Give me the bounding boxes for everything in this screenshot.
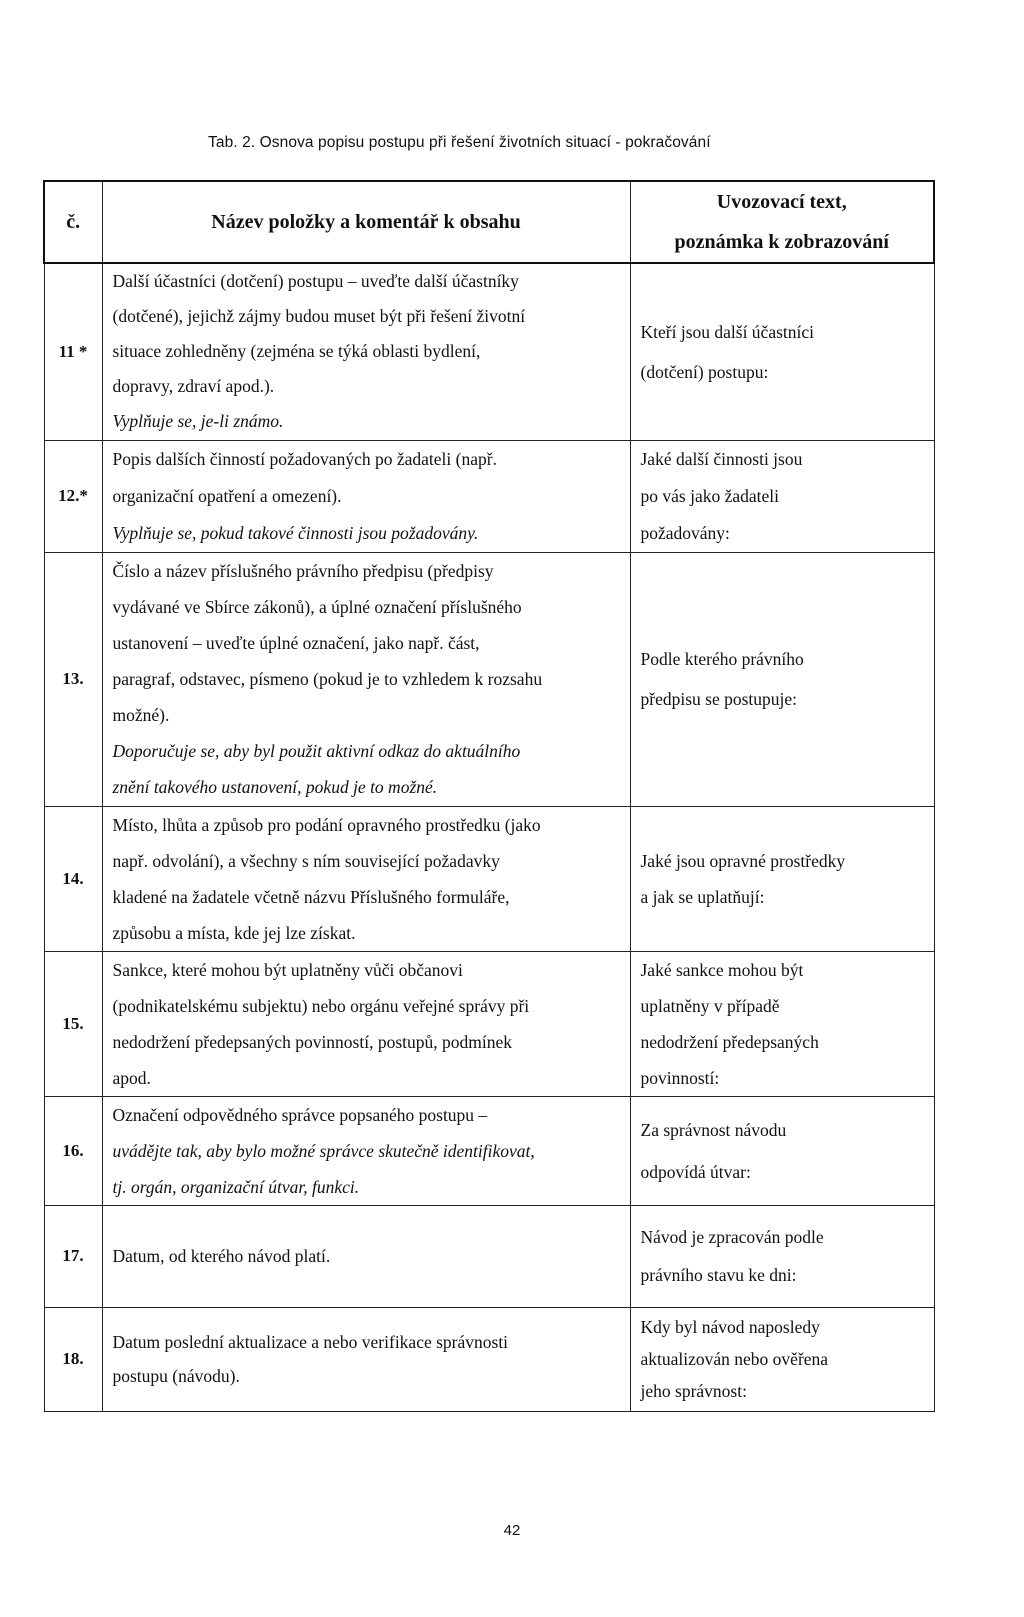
content-line: ustanovení – uveďte úplné označení, jako např. část, [112,633,480,653]
intro-line: povinností: [640,1067,720,1088]
row-number: 14. [44,806,102,951]
intro-line: (dotčení) postupu: [640,361,769,382]
content-line: (dotčené), jejichž zájmy budou muset být při řešení životní [112,306,526,327]
row-content [102,1307,630,1411]
procedure-outline-table [43,180,935,1412]
table-row [44,552,934,806]
content-line: postupu (návodu). [112,1366,240,1386]
table-row [44,263,934,440]
content-note-line: uvádějte tak, aby bylo možné správce skutečně identifikovat, [112,1140,535,1161]
intro-line: požadovány: [640,522,730,543]
row-number: 12.* [44,440,102,552]
table-body [44,263,934,1411]
content-line: možné). [112,705,170,725]
intro-line: předpisu se postupuje: [640,689,798,709]
content-line: apod. [112,1067,151,1088]
intro-line: po vás jako žadateli [640,485,779,506]
row-content [102,1096,630,1205]
table-row [44,951,934,1096]
intro-line: aktualizován nebo ověřena [640,1349,829,1369]
intro-line: Jaké další činnosti jsou [640,448,803,469]
intro-line: nedodržení předepsaných [640,1031,819,1052]
row-content [102,1205,630,1307]
content-line: vydávané ve Sbírce zákonů), a úplné označení příslušného [112,597,522,617]
row-intro-text [630,263,934,440]
content-note-line: Vyplňuje se, je-li známo. [112,411,284,432]
table-row [44,806,934,951]
content-line: Další účastníci (dotčení) postupu – uveďte další účastníky [112,271,519,292]
content-line: nedodržení předepsaných povinností, postupů, podmínek [112,1031,513,1052]
header-number: č. [44,181,102,263]
intro-line: Jaké jsou opravné prostředky [640,850,846,871]
intro-line: Podle kterého právního [640,649,804,669]
intro-line: odpovídá útvar: [640,1161,751,1182]
row-intro-text [630,951,934,1096]
row-content [102,263,630,440]
content-line: Sankce, které mohou být uplatněny vůči občanovi [112,959,463,980]
row-intro-text [630,1096,934,1205]
intro-line: jeho správnost: [640,1381,747,1401]
row-intro-text [630,806,934,951]
table-row [44,1307,934,1411]
row-intro-text [630,1205,934,1307]
content-line: způsobu a místa, kde jej lze získat. [112,922,356,943]
content-line: Popis dalších činností požadovaných po žadateli (např. [112,448,497,469]
content-line: Místo, lhůta a způsob pro podání opravného prostředku (jako [112,814,541,835]
intro-line: právního stavu ke dni: [640,1265,797,1285]
content-line: (podnikatelskému subjektu) nebo orgánu veřejné správy při [112,995,530,1016]
row-intro-text [630,1307,934,1411]
row-number: 15. [44,951,102,1096]
content-note-line: tj. orgán, organizační útvar, funkci. [112,1176,360,1197]
intro-line: Návod je zpracován podle [640,1227,824,1247]
content-line: organizační opatření a omezení). [112,485,342,506]
row-number: 11 * [44,263,102,440]
intro-line: uplatněny v případě [640,995,780,1016]
page-number: 42 [503,1522,521,1539]
content-line: kladené na žadatele včetně názvu Příslušného formuláře, [112,886,510,907]
intro-line: a jak se uplatňují: [640,886,765,907]
content-note-line: Doporučuje se, aby byl použit aktivní odkaz do aktuálního [112,741,521,761]
row-content [102,951,630,1096]
row-content [102,806,630,951]
content-note-line: znění takového ustanovení, pokud je to možné. [112,777,438,797]
row-content [102,440,630,552]
content-line: např. odvolání), a všechny s ním související požadavky [112,850,500,871]
intro-line: Kdy byl návod naposledy [640,1317,820,1337]
table-caption: Tab. 2. Osnova popisu postupu při řešení životních situací - pokračování [208,134,711,151]
content-line: paragraf, odstavec, písmeno (pokud je to vzhledem k rozsahu [112,669,543,689]
table-row [44,1096,934,1205]
content-line: Označení odpovědného správce popsaného postupu – [112,1104,488,1125]
row-number: 17. [44,1205,102,1307]
row-intro-text [630,440,934,552]
table-row [44,1205,934,1307]
content-line: dopravy, zdraví apod.). [112,376,275,397]
intro-line: Jaké sankce mohou být [640,959,804,980]
table-row [44,440,934,552]
intro-line: Za správnost návodu [640,1119,787,1140]
table-header-row [44,181,934,263]
content-line: Číslo a název příslušného právního předpisu (předpisy [112,561,494,581]
content-line: situace zohledněny (zejména se týká oblasti bydlení, [112,341,481,362]
content-line: Datum poslední aktualizace a nebo verifikace správnosti [112,1332,509,1352]
content-line: Datum, od kterého návod platí. [112,1246,331,1266]
row-number: 16. [44,1096,102,1205]
header-item-name: Název položky a komentář k obsahu [102,181,630,263]
row-number: 18. [44,1307,102,1411]
row-intro-text [630,552,934,806]
row-content [102,552,630,806]
intro-line: Kteří jsou další účastníci [640,321,815,342]
content-note-line: Vyplňuje se, pokud takové činnosti jsou požadovány. [112,522,479,543]
row-number: 13. [44,552,102,806]
header-intro-text: Uvozovací text, poznámka k zobrazování [630,181,934,263]
